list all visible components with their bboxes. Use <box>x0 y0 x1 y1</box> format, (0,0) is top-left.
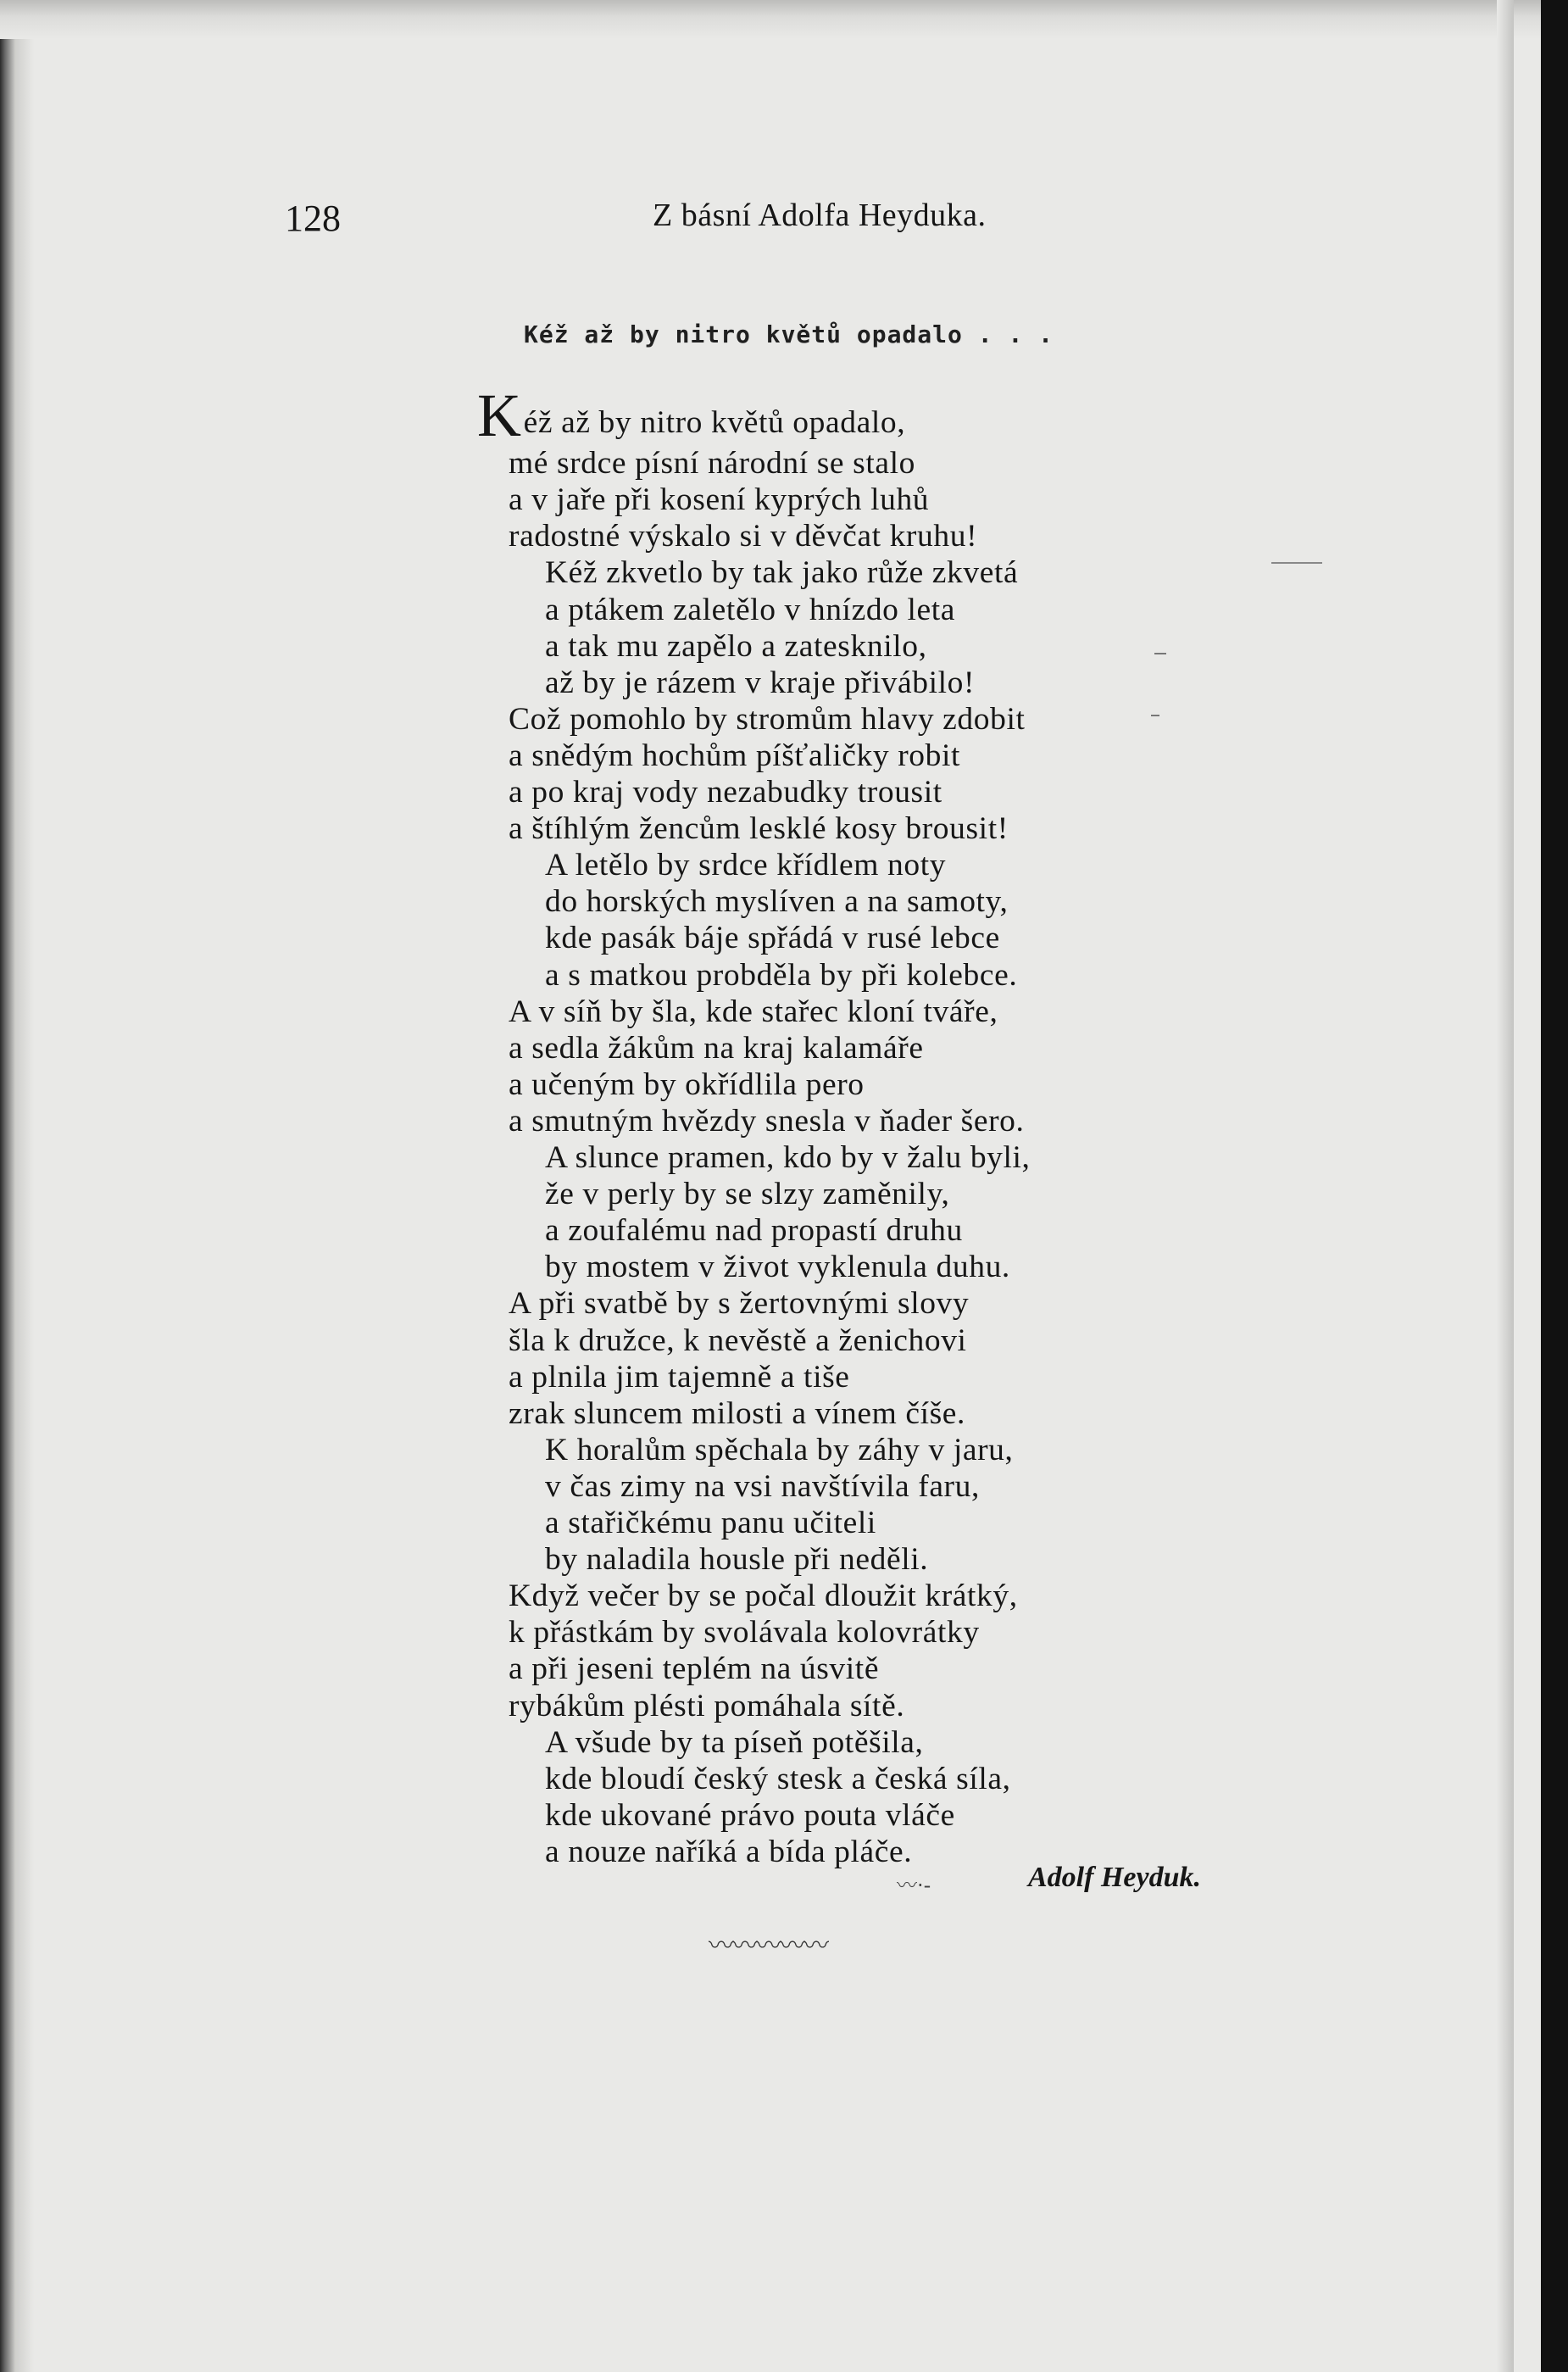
poem-line: a sedla žákům na kraj kalamáře <box>509 1030 924 1066</box>
poem-line: K horalům spěchala by záhy v jaru, <box>545 1432 1014 1467</box>
signature-flourish: 〰·- <box>897 1874 931 1897</box>
poem-line: zrak sluncem milosti a vínem číše. <box>509 1395 966 1431</box>
poem-line: a smutným hvězdy snesla v ňader šero. <box>509 1103 1025 1139</box>
poem-line: až by je rázem v kraje přivábilo! <box>545 665 976 700</box>
poem-line: A letělo by srdce křídlem noty <box>545 848 947 883</box>
poem-line: kde bloudí český stesk a česká síla, <box>545 1761 1011 1796</box>
poem-line: do horských myslíven a na samoty, <box>545 884 1009 920</box>
poem-line: a učeným by okřídlila pero <box>509 1066 865 1102</box>
poem-line: A slunce pramen, kdo by v žalu byli, <box>545 1140 1031 1175</box>
poem-line: rybákům plésti pomáhala sítě. <box>509 1688 905 1723</box>
poem-line: A v síň by šla, kde stařec kloní tváře, <box>509 994 998 1029</box>
poem-line: a plnila jim tajemně a tiše <box>509 1359 850 1395</box>
poem-line: v čas zimy na vsi navštívila faru, <box>545 1468 980 1504</box>
scan-background-edge <box>1541 0 1568 2372</box>
poem-line: Což pomohlo by stromům hlavy zdobit <box>509 701 1026 737</box>
end-ornament: 〰〰〰〰〰 <box>709 1931 827 1961</box>
poem-line: a s matkou probděla by při kolebce. <box>545 957 1018 993</box>
poem-line: Kéž zkvetlo by tak jako růže zkvetá <box>545 555 1019 591</box>
margin-mark <box>1271 562 1322 564</box>
poem-line: Když večer by se počal dloužit krátký, <box>509 1579 1018 1614</box>
page-binding-shadow <box>0 0 34 2372</box>
poem-line: a v jaře při kosení kyprých luhů <box>509 482 930 518</box>
poem-first-line <box>477 381 906 449</box>
poem-line: šla k družce, k nevěstě a ženichovi <box>509 1322 967 1358</box>
first-line-text: éž až by nitro květů opadalo, <box>523 405 906 440</box>
margin-mark <box>1154 653 1166 654</box>
poem-line: radostné výskalo si v děvčat kruhu! <box>509 519 978 554</box>
poem-line: a snědým hochům píšťaličky robit <box>509 738 961 773</box>
poem-line: by mostem v život vyklenula duhu. <box>545 1250 1010 1285</box>
poem-line: A všude by ta píseň potěšila, <box>545 1724 924 1760</box>
poem-line: kde pasák báje spřádá v rusé lebce <box>545 921 1000 956</box>
poem-line: mé srdce písní národní se stalo <box>509 446 915 482</box>
drop-capital: K <box>477 381 522 449</box>
poem-line: a zoufalému nad propastí druhu <box>545 1213 963 1249</box>
running-head <box>0 197 1541 248</box>
poem-line: a ptákem zaletělo v hnízdo leta <box>545 592 956 627</box>
poem-title: Kéž až by nitro květů opadalo . . . <box>524 320 1054 348</box>
header-title: Z básní Adolfa Heyduka. <box>653 198 987 233</box>
poem-line: k přástkám by svolávala kolovrátky <box>509 1615 980 1651</box>
poem-line: a nouze naříká a bída pláče. <box>545 1834 913 1869</box>
poem-line: a po kraj vody nezabudky trousit <box>509 775 942 810</box>
poem-line: a tak mu zapělo a zatesknilo, <box>545 628 927 664</box>
poem-line: a při jeseni teplém na úsvitě <box>509 1651 880 1687</box>
poem-line: že v perly by se slzy zaměnily, <box>545 1177 950 1212</box>
page-number: 128 <box>285 198 341 239</box>
poem-line: kde ukované právo pouta vláče <box>545 1797 955 1833</box>
margin-mark <box>1151 715 1159 716</box>
poem-line: A při svatbě by s žertovnými slovy <box>509 1286 970 1322</box>
author-signature: Adolf Heyduk. <box>1028 1862 1201 1893</box>
page-right-shadow <box>1497 0 1514 2372</box>
page-top-edge <box>0 0 1541 39</box>
poem-line: a štíhlým žencům lesklé kosy brousit! <box>509 811 1009 847</box>
poem-line: by naladila housle při neděli. <box>545 1542 929 1578</box>
poem-line: a stařičkému panu učiteli <box>545 1506 876 1540</box>
